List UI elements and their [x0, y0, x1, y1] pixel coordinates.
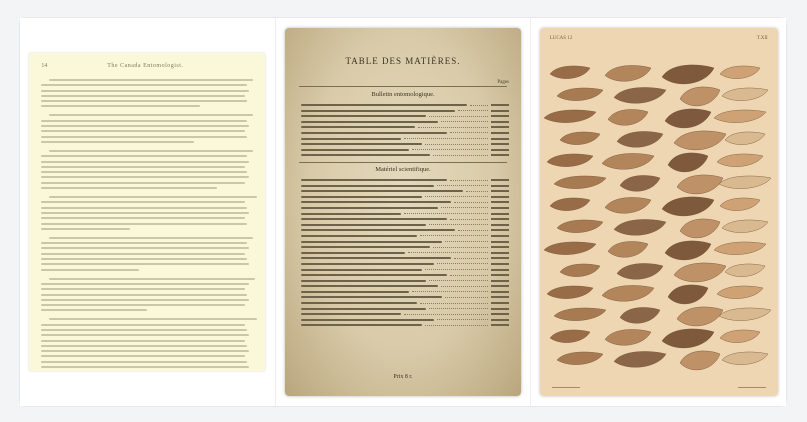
text-line	[41, 228, 130, 230]
wing-specimen	[544, 110, 596, 123]
text-line	[41, 247, 249, 249]
wing-specimen	[544, 242, 596, 255]
text-line	[41, 161, 249, 163]
wing-specimen	[620, 307, 660, 323]
text-line	[41, 299, 249, 301]
toc-entry	[301, 110, 509, 112]
wing-specimen	[554, 308, 606, 321]
page-body-text	[41, 79, 253, 359]
divider	[299, 162, 507, 163]
wing-specimen	[557, 220, 603, 233]
wing-specimen	[717, 154, 763, 167]
toc-entry	[301, 302, 509, 304]
text-line	[41, 340, 245, 342]
wing-specimen	[547, 154, 593, 167]
text-line	[41, 361, 247, 363]
toc-entry	[301, 190, 509, 192]
wing-specimen	[614, 87, 666, 103]
text-line	[41, 309, 147, 311]
image-gallery	[20, 18, 786, 406]
wing-specimen	[617, 263, 663, 279]
butterfly-wings-plate-illustration	[540, 28, 778, 396]
wing-specimen	[720, 198, 760, 211]
toc-entry	[301, 201, 509, 203]
wing-specimen	[722, 88, 768, 101]
text-line	[41, 283, 249, 285]
text-line	[41, 207, 247, 209]
toc-entry	[301, 213, 509, 215]
toc-entry	[301, 185, 509, 187]
plate-credit-right	[738, 387, 766, 389]
toc-entry	[301, 115, 509, 117]
page-thumbnail[interactable]	[285, 28, 521, 396]
wing-specimen	[725, 132, 765, 145]
text-line	[41, 355, 245, 357]
gallery-card-2[interactable]	[276, 18, 532, 406]
toc-entries	[301, 104, 509, 160]
toc-entry	[301, 257, 509, 259]
text-line	[41, 125, 249, 127]
toc-entry	[301, 196, 509, 198]
text-line	[41, 304, 245, 306]
toc-entry	[301, 149, 509, 151]
wing-specimen	[608, 241, 648, 257]
wing-specimen	[550, 66, 590, 79]
page-header	[29, 53, 265, 69]
text-line	[41, 253, 245, 255]
wing-specimen	[722, 352, 768, 365]
wing-specimen	[719, 308, 771, 321]
wing-specimen	[680, 219, 720, 238]
toc-entry	[301, 252, 509, 254]
text-line	[41, 288, 245, 290]
text-line	[41, 187, 217, 189]
toc-entry	[301, 132, 509, 134]
text-line	[49, 318, 257, 320]
plate-credit-left	[552, 387, 580, 389]
wing-specimen	[714, 242, 766, 255]
text-line	[41, 166, 245, 168]
toc-entry	[301, 126, 509, 128]
text-line	[41, 258, 247, 260]
text-line	[41, 105, 200, 107]
wing-specimen	[674, 263, 726, 282]
text-line	[41, 294, 247, 296]
wing-specimen	[620, 175, 660, 191]
text-line	[49, 237, 253, 239]
wing-specimen	[662, 197, 714, 216]
text-line	[41, 334, 249, 336]
toc-entry	[301, 121, 509, 123]
toc-entry	[301, 313, 509, 315]
wing-specimen	[668, 285, 708, 304]
wing-specimen	[614, 351, 666, 367]
wing-specimen	[617, 131, 663, 147]
toc-entry	[301, 179, 509, 181]
text-line	[41, 141, 194, 143]
toc-entry	[301, 246, 509, 248]
text-line	[49, 114, 253, 116]
wing-specimen	[608, 109, 648, 125]
toc-entry	[301, 154, 509, 156]
text-line	[41, 95, 245, 97]
text-line	[41, 120, 247, 122]
text-line	[41, 136, 247, 138]
text-line	[41, 329, 247, 331]
text-line	[41, 90, 249, 92]
page-thumbnail[interactable]	[29, 53, 265, 371]
plate-header-left: LUCAS 12	[549, 36, 573, 41]
gallery-card-1[interactable]	[20, 18, 276, 406]
text-line	[41, 171, 247, 173]
toc-entry	[301, 291, 509, 293]
wing-specimen	[557, 352, 603, 365]
toc-entry	[301, 104, 509, 106]
wing-specimen	[557, 88, 603, 101]
running-title: The Canada Entomologist.	[107, 63, 184, 69]
wing-specimen	[717, 286, 763, 299]
toc-entries	[301, 179, 509, 330]
plate-header-right: T.XII	[756, 36, 768, 41]
pages-column-label: Pages	[497, 80, 509, 85]
text-line	[41, 366, 249, 368]
page-number: 14	[41, 63, 48, 69]
wing-specimen	[560, 264, 600, 277]
toc-entry	[301, 241, 509, 243]
text-line	[41, 212, 249, 214]
wing-specimen	[614, 219, 666, 235]
text-line	[41, 176, 249, 178]
price-footer: Prix 8 r.	[393, 374, 413, 380]
section-heading: Bulletin entomologique.	[371, 91, 435, 98]
toc-entry	[301, 138, 509, 140]
wing-specimen	[547, 286, 593, 299]
toc-entry	[301, 263, 509, 265]
toc-entry	[301, 269, 509, 271]
wing-specimen	[662, 329, 714, 348]
wing-specimen	[665, 109, 711, 128]
text-line	[41, 223, 247, 225]
toc-entry	[301, 224, 509, 226]
wing-specimen	[554, 176, 606, 189]
text-line	[41, 130, 245, 132]
wing-specimen	[665, 241, 711, 260]
text-line	[49, 278, 255, 280]
gallery-card-3[interactable]	[531, 18, 786, 406]
text-line	[41, 182, 245, 184]
section-heading: Matériel scientifique.	[375, 166, 431, 173]
text-line	[49, 150, 253, 152]
toc-entry	[301, 319, 509, 321]
wing-specimen	[668, 153, 708, 172]
toc-entry	[301, 218, 509, 220]
wing-specimen	[720, 330, 760, 343]
wing-specimen	[602, 285, 654, 301]
toc-entry	[301, 229, 509, 231]
toc-entry	[301, 143, 509, 145]
text-line	[41, 201, 245, 203]
wing-specimen	[602, 153, 654, 169]
wing-specimen	[550, 330, 590, 343]
text-line	[41, 269, 139, 271]
toc-entry	[301, 235, 509, 237]
wing-specimen	[662, 65, 714, 84]
wing-specimen	[680, 87, 720, 106]
toc-entry	[301, 308, 509, 310]
text-line	[41, 263, 249, 265]
text-line	[41, 242, 247, 244]
wing-specimen	[714, 110, 766, 123]
toc-entry	[301, 280, 509, 282]
wing-specimen	[680, 351, 720, 370]
wing-specimen	[605, 329, 651, 345]
wing-specimen	[605, 65, 651, 81]
text-line	[41, 345, 247, 347]
toc-entry	[301, 207, 509, 209]
divider	[299, 86, 507, 87]
wing-specimen	[550, 198, 590, 211]
page-title: TABLE DES MATIÈRES.	[345, 56, 461, 66]
toc-entry	[301, 285, 509, 287]
text-line	[41, 324, 245, 326]
text-line	[41, 84, 247, 86]
text-line	[49, 196, 257, 198]
text-line	[41, 155, 247, 157]
wing-specimen	[719, 176, 771, 189]
wing-specimen	[674, 131, 726, 150]
wing-specimen	[605, 197, 651, 213]
toc-entry	[301, 324, 509, 326]
page-thumbnail[interactable]	[540, 28, 778, 396]
text-line	[41, 100, 247, 102]
text-line	[49, 79, 253, 81]
text-line	[41, 350, 249, 352]
text-line	[41, 217, 245, 219]
wing-specimen	[677, 175, 723, 194]
toc-entry	[301, 296, 509, 298]
wing-specimen	[560, 132, 600, 145]
wing-specimen	[725, 264, 765, 277]
wing-specimen	[677, 307, 723, 326]
wing-specimen	[720, 66, 760, 79]
wing-specimen	[722, 220, 768, 233]
toc-entry	[301, 274, 509, 276]
